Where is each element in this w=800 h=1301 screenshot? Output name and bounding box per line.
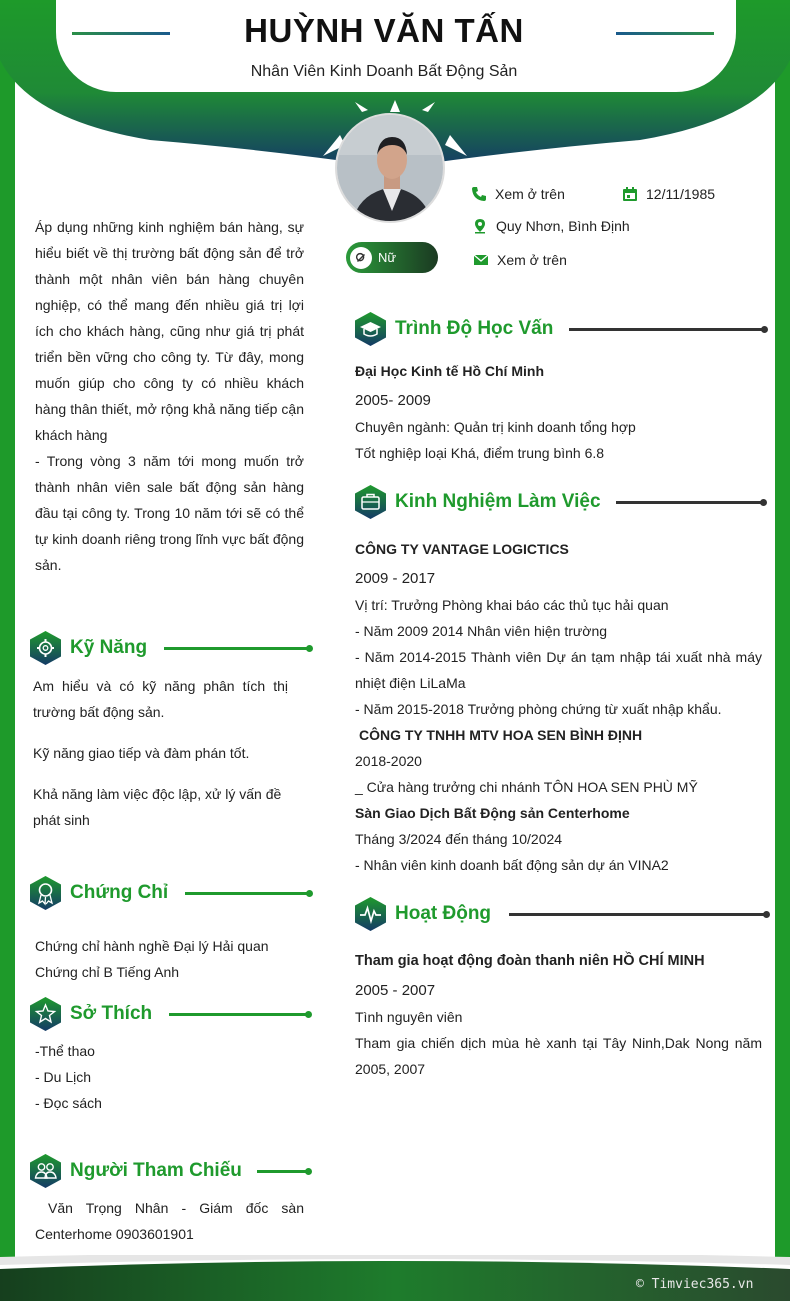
contact-address (472, 218, 630, 234)
section-divider (164, 647, 310, 650)
mail-icon (473, 252, 489, 268)
school-name: Đại Học Kinh tế Hồ Chí Minh (355, 363, 544, 379)
location-pin-icon (472, 218, 488, 234)
education-major: Chuyên ngành: Quản trị kinh doanh tổng hợp (355, 419, 636, 435)
reference-text: Văn Trọng Nhân - Giám đốc sàn Centerhome 0903601901 (35, 1200, 304, 1242)
education-title: Trình Độ Học Vấn (395, 318, 554, 339)
hobbies-heading (30, 997, 309, 1031)
education-years: 2005- 2009 (355, 392, 431, 409)
experience-line: - Năm 2015-2018 Trưởng phòng chứng từ xuất nhập khẩu. (355, 701, 722, 717)
avatar (335, 113, 445, 223)
activity-name: Tham gia hoạt động đoàn thanh niên HỒ CHÍ MINH (355, 953, 705, 969)
company-years: Tháng 3/2024 đến tháng 10/2024 (355, 831, 563, 847)
gender-badge (346, 242, 438, 273)
skills-list (33, 673, 288, 833)
education-details (355, 358, 762, 466)
career-objective (35, 214, 304, 578)
company-name: Sàn Giao Dịch Bất Động sản Centerhome (355, 805, 630, 821)
birthday-value: 12/11/1985 (646, 186, 716, 202)
skill-item: Am hiểu và có kỹ năng phân tích thị trường bất động sản. (33, 678, 288, 720)
pulse-icon (355, 897, 386, 931)
gender-icon (350, 247, 372, 269)
job-title: Nhân Viên Kinh Doanh Bất Động Sản (250, 63, 518, 80)
experience-line: - Nhân viên kinh doanh bất động sản dự án VINA2 (355, 857, 669, 873)
people-icon (30, 1154, 61, 1188)
avatar-photo (337, 115, 445, 223)
education-grade: Tốt nghiệp loại Khá, điểm trung bình 6.8 (355, 445, 605, 461)
hobby-item: -Thể thao (35, 1043, 95, 1059)
graduation-cap-icon (355, 312, 386, 346)
activities-title: Hoạt Động (395, 903, 492, 924)
section-divider (257, 1170, 309, 1173)
activity-years: 2005 - 2007 (355, 982, 436, 999)
contact-phone (471, 186, 565, 202)
skill-item: Kỹ năng giao tiếp và đàm phán tốt. (33, 745, 250, 761)
references-title: Người Tham Chiếu (70, 1160, 242, 1181)
experience-heading (355, 485, 764, 519)
email-value: Xem ở trên (497, 252, 567, 268)
certificate-item: Chứng chỉ B Tiếng Anh (35, 964, 180, 980)
experience-line: - Năm 2014-2015 Thành viên Dự án tạm nhập tái xuất nhà máy nhiệt điện LiLaMa (355, 649, 762, 691)
section-divider (509, 913, 767, 916)
experience-details (355, 536, 762, 878)
skills-heading (30, 631, 310, 665)
activities-details (355, 948, 762, 1082)
company-name: CÔNG TY VANTAGE LOGICTICS (355, 541, 569, 557)
hobby-item: - Đọc sách (35, 1095, 102, 1111)
company-years: 2018-2020 (355, 753, 422, 769)
hobbies-list (35, 1038, 305, 1116)
address-value: Quy Nhơn, Bình Định (496, 218, 630, 234)
calendar-icon (622, 186, 638, 202)
experience-line: _ Cửa hàng trưởng chi nhánh TÔN HOA SEN PHÙ MỸ (355, 779, 698, 795)
certificates-list (35, 933, 305, 985)
briefcase-icon (355, 485, 386, 519)
company-years: 2009 - 2017 (355, 570, 436, 587)
copyright-text: © Timviec365.vn (636, 1277, 754, 1292)
phone-icon (471, 186, 487, 202)
contact-email (473, 252, 567, 268)
frame-right-border (775, 0, 790, 1262)
hobby-item: - Du Lịch (35, 1069, 92, 1085)
section-divider (169, 1013, 309, 1016)
contact-birthday (622, 186, 715, 202)
experience-line: Vị trí: Trưởng Phòng khai báo các thủ tục hải quan (355, 597, 669, 613)
education-heading (355, 312, 765, 346)
activities-heading (355, 897, 767, 931)
references-heading (30, 1154, 309, 1188)
activity-description: Tham gia chiến dịch mùa hè xanh tại Tây Ninh,Dak Nong năm 2005, 2007 (355, 1035, 762, 1077)
objective-paragraph: - Trong vòng 3 năm tới mong muốn trở thành nhân viên sale bất động sản hàng đầu tại công ty. Trong 10 năm tới sẽ có thể tự kinh doanh riêng trong lĩnh vực bất động sản. (35, 453, 304, 573)
section-divider (616, 501, 764, 504)
experience-line: - Năm 2009 2014 Nhân viên hiện trường (355, 623, 608, 639)
star-icon (30, 997, 61, 1031)
certificates-title: Chứng Chỉ (70, 882, 169, 903)
gender-value: Nữ (378, 250, 397, 265)
experience-title: Kinh Nghiệm Làm Việc (395, 491, 601, 512)
frame-left-border (0, 0, 15, 1262)
gear-icon (30, 631, 61, 665)
section-divider (185, 892, 310, 895)
certificate-item: Chứng chỉ hành nghề Đại lý Hải quan (35, 938, 269, 954)
phone-value: Xem ở trên (495, 186, 565, 202)
skill-item: Khả năng làm việc độc lập, xử lý vấn đề phát sinh (33, 786, 282, 828)
objective-paragraph: Áp dụng những kinh nghiệm bán hàng, sự hiểu biết về thị trường bất động sản để trở thành một nhân viên bán hàng chuyên nghiệp, có thể mang đến nhiều giá trị lợi ích cho khách hàng, cũng như giá trị phát triển bền vững cho công ty. Từ đây, mong muốn giúp cho công ty có nhiều khách hàng thân thiết, mở rộng khả năng tiếp cận khách hàng (35, 219, 304, 443)
certificates-heading (30, 876, 310, 910)
company-name: CÔNG TY TNHH MTV HOA SEN BÌNH ĐỊNH (359, 727, 643, 743)
skills-title: Kỹ Năng (70, 637, 148, 658)
section-divider (569, 328, 765, 331)
candidate-name: HUỲNH VĂN TẤN (244, 12, 524, 49)
award-icon (30, 876, 61, 910)
activity-role: Tình nguyên viên (355, 1009, 463, 1025)
hobbies-title: Sở Thích (70, 1003, 153, 1024)
